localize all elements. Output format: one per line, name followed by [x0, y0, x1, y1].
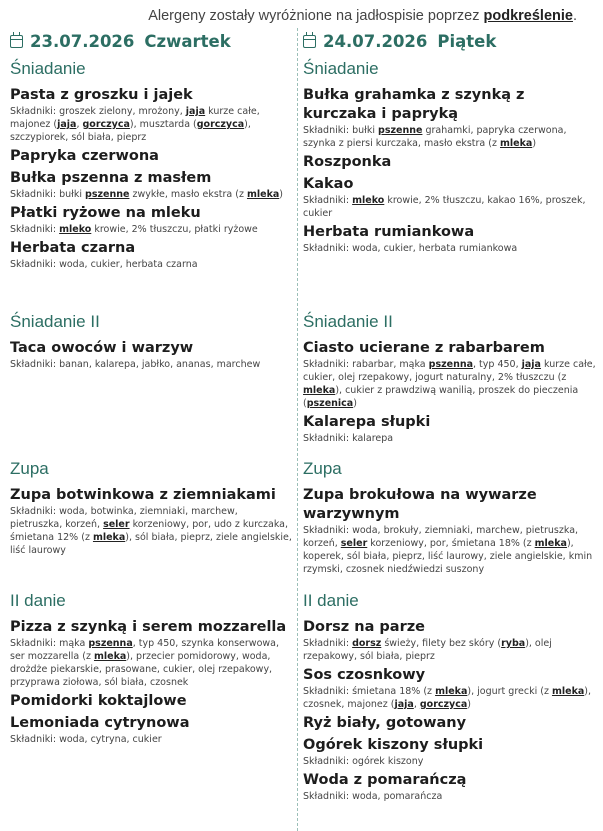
dish-name: Sos czosnkowy — [303, 667, 426, 683]
ingredient-text: Składniki: śmietana 18% (z — [303, 686, 436, 697]
menu-columns — [0, 28, 603, 831]
dish-name: Bułka grahamka z szynką z kurczaka i papryką — [303, 87, 525, 122]
day-header — [303, 28, 597, 54]
ingredient-text: Składniki: banan, kalarepa, jabłko, ananas, marchew — [10, 359, 261, 370]
ingredient-text: korzeniowy, por, udo z kurczaka, śmietana 12% (z — [10, 519, 289, 543]
meal-section — [10, 58, 292, 274]
dish-name: Zupa botwinkowa z ziemniakami — [10, 487, 276, 503]
dish-name: Bułka pszenna z masłem — [10, 170, 212, 186]
dish-name: Dorsz na parze — [303, 619, 426, 635]
dish-name: Kakao — [303, 176, 354, 192]
meal-section — [10, 458, 292, 560]
ingredient-text: ), sól biała, pieprz, ziele angielskie, liść laurowy — [10, 532, 292, 556]
dish-name: Kalarepa słupki — [303, 414, 431, 430]
dish-name: Pomidorki koktajlowe — [10, 693, 187, 709]
ingredient-text: , — [413, 699, 420, 710]
meal-section — [303, 458, 597, 579]
dish-name: Zupa brokułowa na wywarze warzywnym — [303, 487, 537, 522]
day-header — [10, 28, 292, 54]
dish-name: Taca owoców i warzyw — [10, 340, 194, 356]
dish-ingredients — [10, 105, 292, 144]
allergen-highlight: gorczyca — [196, 119, 245, 130]
allergen-highlight: pszenne — [378, 125, 423, 136]
ingredient-text: zwykłe, masło ekstra (z — [129, 189, 247, 200]
dish-ingredients — [303, 432, 597, 445]
ingredient-text: ), koperek, sól biała, pieprz, liść laurowy, ziele angielskie, kmin rzymski, czosnek niedźwiedzi suszony — [303, 538, 593, 575]
dish-ingredients — [10, 188, 292, 201]
ingredient-text: Składniki: woda, cytryna, cukier — [10, 734, 162, 745]
ingredient-text: ), przecier pomidorowy, woda, drożdże piekarskie, prasowane, cukier, olej rzepakowy, przyprawa ziołowa, sól biała, czosnek — [10, 651, 273, 688]
meal-title: Śniadanie II — [303, 312, 393, 331]
meal-title: Zupa — [303, 459, 342, 478]
allergen-highlight: mleka — [92, 532, 126, 543]
meal-title: Zupa — [10, 459, 49, 478]
ingredient-text: ), szczypiorek, sól biała, pieprz — [10, 119, 251, 143]
dish-name: Papryka czerwona — [10, 148, 159, 164]
day-date: 23.07.2026 — [30, 31, 135, 51]
meal-title: II danie — [303, 591, 359, 610]
allergen-highlight: gorczyca — [419, 699, 468, 710]
allergen-notice-end: . — [572, 8, 577, 24]
meal-section — [303, 590, 597, 806]
allergen-highlight: mleka — [551, 686, 585, 697]
ingredient-text: ) — [279, 189, 284, 200]
allergen-highlight: mleka — [246, 189, 280, 200]
dish-name: Ryż biały, gotowany — [303, 715, 467, 731]
dish-name: Herbata rumiankowa — [303, 224, 475, 240]
dish-ingredients — [303, 358, 597, 410]
meal-title: Śniadanie II — [10, 312, 100, 331]
ingredient-text: ), czosnek, majonez ( — [303, 686, 592, 710]
allergen-highlight: pszenna — [428, 359, 474, 370]
dish-ingredients — [10, 358, 292, 371]
dish-ingredients — [303, 685, 597, 711]
allergen-highlight: mleka — [435, 686, 468, 697]
dish-name: Roszponka — [303, 154, 392, 170]
ingredient-text: Składniki: woda, pomarańcza — [303, 791, 443, 802]
ingredient-text: Składniki: woda, cukier, herbata rumiankowa — [303, 243, 518, 254]
day-date: 24.07.2026 — [323, 31, 428, 51]
allergen-highlight: seler — [340, 538, 368, 549]
ingredient-text: Składniki: mąka — [10, 638, 89, 649]
allergen-notice — [148, 8, 577, 24]
ingredient-text: Składniki: woda, botwinka, ziemniaki, marchew, pietruszka, korzeń, — [10, 506, 238, 530]
ingredient-text: krowie, 2% tłuszczu, kakao 16%, proszek, cukier — [303, 195, 586, 219]
meal-section — [10, 590, 292, 749]
dish-ingredients — [303, 242, 597, 255]
ingredient-text: Składniki: rabarbar, mąka — [303, 359, 429, 370]
dish-ingredients — [10, 505, 292, 557]
ingredient-text: Składniki: bułki — [303, 125, 379, 136]
allergen-highlight: pszenica — [306, 398, 354, 409]
dish-ingredients — [10, 637, 292, 689]
meal-title: Śniadanie — [10, 59, 86, 78]
dish-name: Ciasto ucierane z rabarbarem — [303, 340, 545, 356]
dish-name: Płatki ryżowe na mleku — [10, 205, 201, 221]
ingredient-text: Składniki: — [10, 224, 60, 235]
dish-ingredients — [303, 194, 597, 220]
ingredient-text: krowie, 2% tłuszczu, płatki ryżowe — [91, 224, 258, 235]
allergen-highlight: jaja — [185, 106, 206, 117]
allergen-highlight: mleka — [534, 538, 567, 549]
ingredient-text: kurze całe, majonez ( — [10, 106, 260, 130]
dish-ingredients — [303, 524, 597, 576]
ingredient-text: grahamki, papryka czerwona, szynka z piersi kurczaka, masło ekstra (z — [303, 125, 567, 149]
ingredient-text: ), cukier z prawdziwą wanilią, proszek do pieczenia ( — [303, 385, 579, 409]
allergen-highlight: gorczyca — [82, 119, 130, 130]
dish-ingredients — [10, 223, 292, 236]
ingredient-text: Składniki: woda, brokuły, ziemniaki, marchew, pietruszka, korzeń, — [303, 525, 579, 549]
allergen-highlight: mleka — [499, 138, 533, 149]
allergen-highlight: ryba — [501, 638, 526, 649]
ingredient-text: Składniki: bułki — [10, 189, 86, 200]
ingredient-text: ) — [467, 699, 472, 710]
dish-ingredients — [303, 637, 597, 663]
ingredient-text: Składniki: — [303, 638, 353, 649]
meal-section — [303, 58, 597, 258]
ingredient-text: ) — [353, 398, 357, 409]
allergen-highlight: mleko — [59, 224, 92, 235]
dish-ingredients — [303, 755, 597, 768]
allergen-highlight: jaja — [521, 359, 541, 370]
dish-name: Woda z pomarańczą — [303, 772, 467, 788]
ingredient-text: , — [76, 119, 83, 130]
ingredient-text: Składniki: — [303, 195, 353, 206]
allergen-highlight: dorsz — [352, 638, 382, 649]
dish-ingredients — [303, 790, 597, 803]
allergen-highlight: pszenna — [88, 638, 133, 649]
ingredient-text: ) — [532, 138, 537, 149]
ingredient-text: Składniki: groszek zielony, mrożony, — [10, 106, 186, 117]
dish-name: Herbata czarna — [10, 240, 136, 256]
dish-ingredients — [10, 258, 292, 271]
meal-section — [303, 311, 597, 448]
dish-ingredients — [10, 733, 292, 746]
allergen-highlight: seler — [103, 519, 130, 530]
ingredient-text: ), musztarda ( — [129, 119, 197, 130]
day-weekday: Piątek — [437, 31, 497, 51]
calendar-icon — [10, 35, 23, 48]
ingredient-text: , typ 450, — [473, 359, 522, 370]
allergen-highlight: mleka — [93, 651, 127, 662]
ingredient-text: , typ 450, szynka konserwowa, ser mozzarella (z — [10, 638, 279, 662]
ingredient-text: Składniki: ogórek kiszony — [303, 756, 424, 767]
meal-title: II danie — [10, 591, 66, 610]
ingredient-text: Składniki: kalarepa — [303, 433, 394, 444]
allergen-highlight: pszenne — [85, 189, 130, 200]
day-column-thursday — [10, 28, 292, 831]
ingredient-text: ), olej rzepakowy, sól biała, pieprz — [303, 638, 552, 662]
allergen-highlight: jaja — [394, 699, 414, 710]
allergen-notice-emphasis: podkreślenie — [483, 8, 573, 24]
allergen-highlight: mleko — [352, 195, 385, 206]
ingredient-text: świeży, filety bez skóry ( — [381, 638, 502, 649]
allergen-notice-text: Alergeny zostały wyróżnione na jadłospisie poprzez — [148, 8, 484, 24]
ingredient-text: kurze całe, cukier, olej rzepakowy, jogurt naturalny, 2% tłuszczu (z — [303, 359, 596, 383]
meal-section — [10, 311, 292, 374]
day-weekday: Czwartek — [144, 31, 231, 51]
dish-ingredients — [303, 124, 597, 150]
allergen-highlight: mleka — [303, 385, 336, 396]
meal-title: Śniadanie — [303, 59, 379, 78]
dish-name: Pizza z szynką i serem mozzarella — [10, 619, 287, 635]
dish-name: Pasta z groszku i jajek — [10, 87, 193, 103]
allergen-highlight: jaja — [57, 119, 77, 130]
dish-name: Ogórek kiszony słupki — [303, 737, 484, 753]
day-column-friday — [303, 28, 597, 831]
calendar-icon — [303, 35, 316, 48]
dish-name: Lemoniada cytrynowa — [10, 715, 190, 731]
ingredient-text: ), jogurt grecki (z — [467, 686, 552, 697]
ingredient-text: korzeniowy, por, śmietana 18% (z — [367, 538, 535, 549]
ingredient-text: Składniki: woda, cukier, herbata czarna — [10, 259, 198, 270]
